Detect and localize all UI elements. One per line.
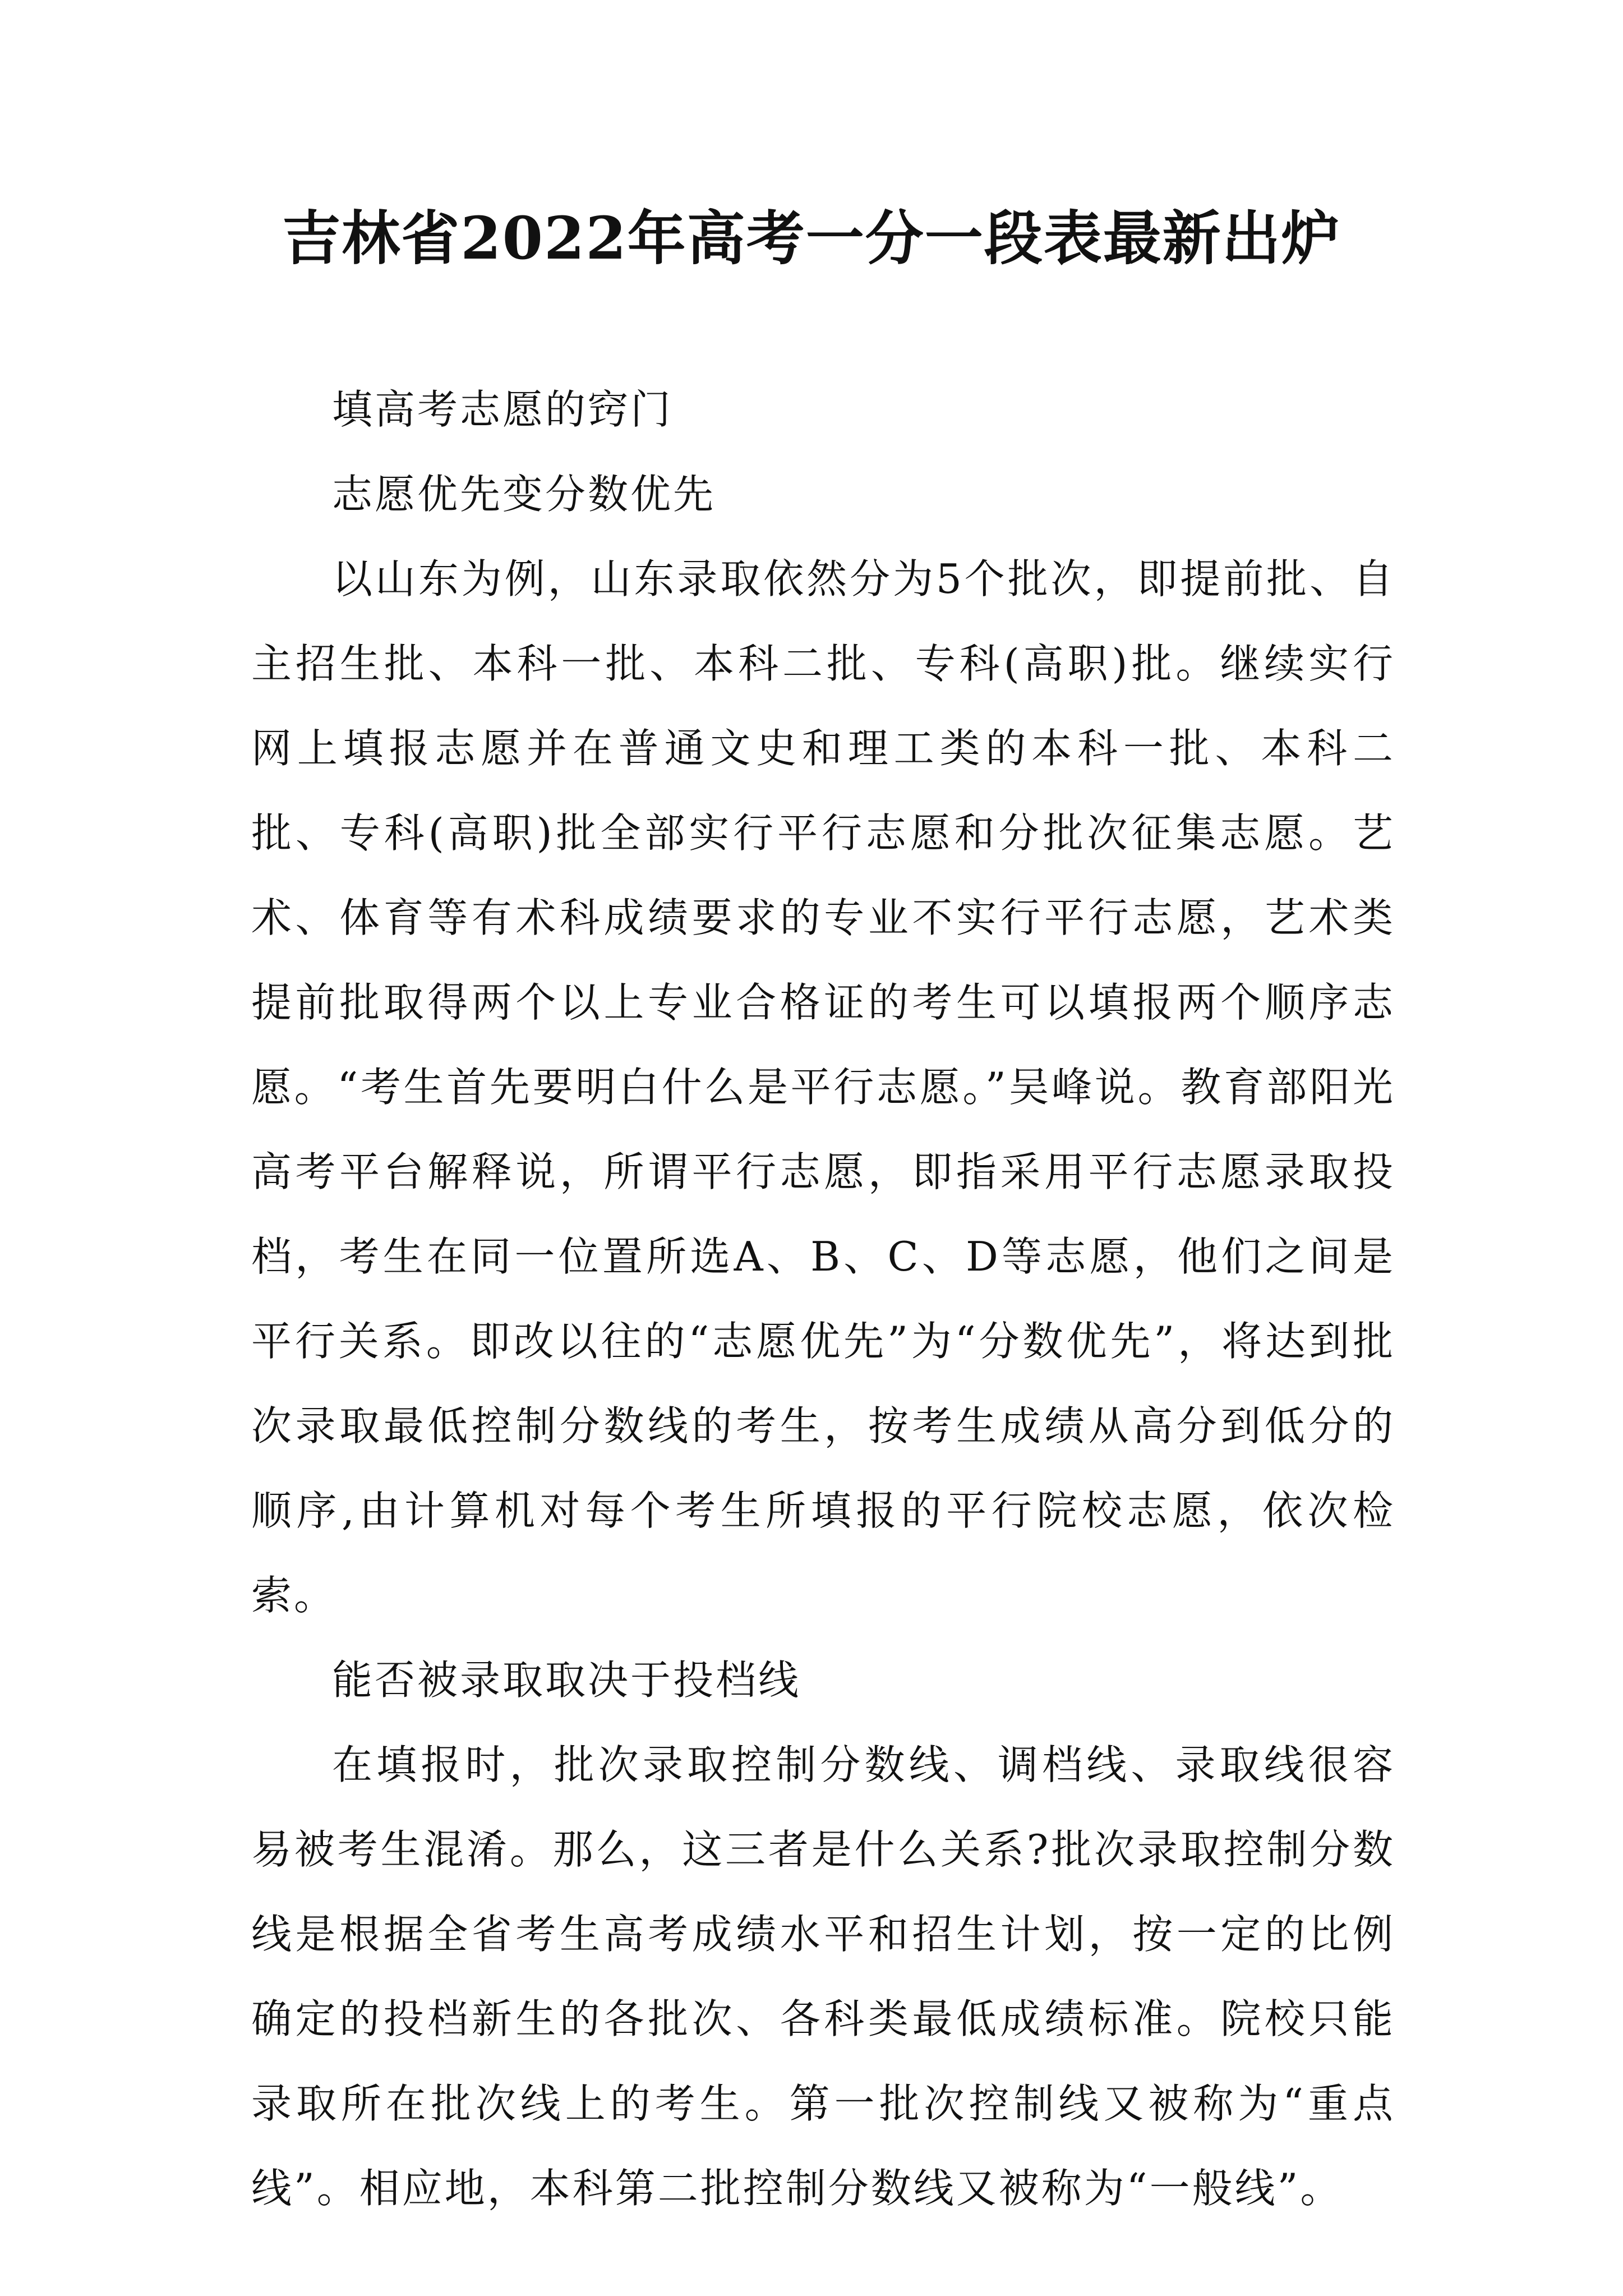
paragraph-shandong-example: 以山东为例，山东录取依然分为5个批次，即提前批、自主招生批、本科一批、本科二批、专科(高职)批。继续实行网上填报志愿并在普通文史和理工类的本科一批、本科二批、专科(高职)批全部实行平行志愿和分批次征集志愿。艺术、体育等有术科成绩要求的专业不实行平行志愿，艺术类提前批取得两个以上专业合格证的考生可以填报两个顺序志愿。“考生首先要明白什么是平行志愿。”吴峰说。教育部阳光高考平台解释说，所谓平行志愿，即指采用平行志愿录取投档，考生在同一位置所选A、B、C、D等志愿，他们之间是平行关系。即改以往的“志愿优先”为“分数优先”，将达到批次录取最低控制分数线的考生，按考生成绩从高分到低分的顺序,由计算机对每个考生所填报的平行院校志愿，依次检索。 — [251, 555, 1395, 1619]
subheading-tips: 填高考志愿的窍门 — [332, 386, 674, 433]
subheading-admission-line: 能否被录取取决于投档线 — [332, 1657, 801, 1704]
subheading-priority: 志愿优先变分数优先 — [332, 471, 716, 518]
document-title: 吉林省2022年高考一分一段表最新出炉 — [282, 204, 1341, 273]
document-body — [251, 367, 1395, 2231]
paragraph-score-lines: 在填报时，批次录取控制分数线、调档线、录取线很容易被考生混淆。那么，这三者是什么关系?批次录取控制分数线是根据全省考生高考成绩水平和招生计划，按一定的比例确定的投档新生的各批次、各科类最低成绩标准。院校只能录取所在批次线上的考生。第一批次控制线又被称为“重点线”。相应地，本科第二批控制分数线又被称为“一般线”。 — [251, 1741, 1395, 2212]
